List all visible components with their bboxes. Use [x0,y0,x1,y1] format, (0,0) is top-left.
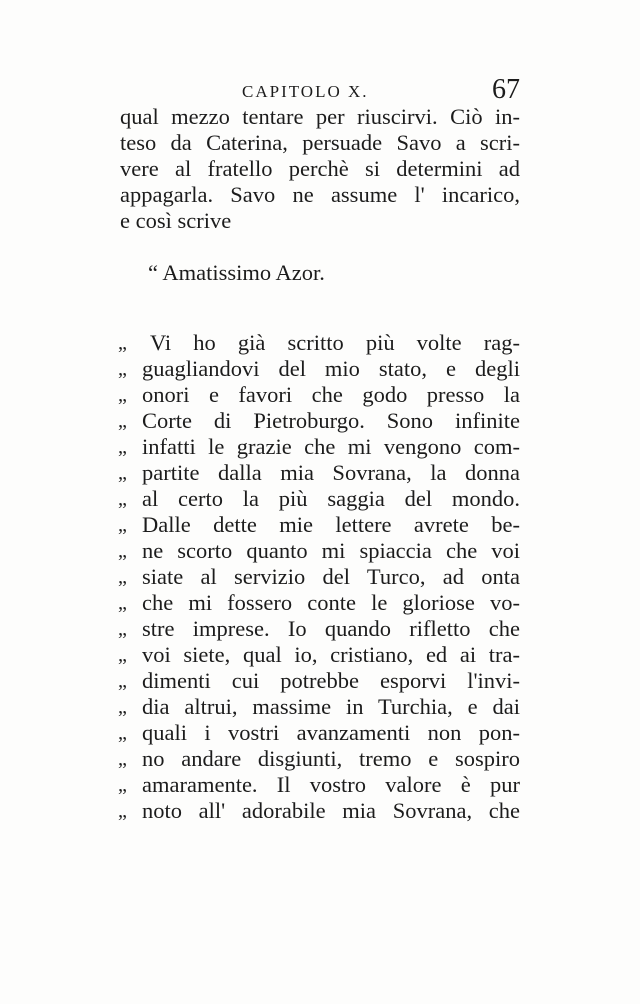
quote-mark: „ [118,748,127,770]
letter-line-text: ne scorto quanto mi spiaccia che voi [142,538,520,563]
letter-line [120,616,520,642]
letter-line [120,460,520,486]
quote-mark: „ [118,436,127,458]
letter-line-text: noto all' adorabile mia Sovrana, che [142,798,520,823]
letter-line-text: Vi ho già scritto più volte rag- [150,330,520,355]
quote-mark: „ [118,722,127,744]
letter-line-text: infatti le grazie che mi vengono com- [142,434,520,459]
quote-mark: „ [118,410,127,432]
quote-mark: „ [118,358,127,380]
letter-line-text: Corte di Pietroburgo. Sono infinite [142,408,520,433]
quote-mark: „ [118,670,127,692]
quote-mark: „ [118,800,127,822]
letter-line [120,798,520,824]
letter-line [120,694,520,720]
letter-line-text: Dalle dette mie lettere avrete be- [142,512,520,537]
quote-mark: „ [118,462,127,484]
paragraph-line: appagarla. Savo ne assume l' incarico, [120,182,520,207]
text-block [120,104,520,824]
spacer [120,234,520,256]
letter-line-text: stre imprese. Io quando rifletto che [142,616,520,641]
letter-line-text: siate al servizio del Turco, ad onta [142,564,520,589]
running-head [120,74,520,108]
letter-salutation: “ Amatissimo Azor. [148,260,325,285]
letter-line-text: al certo la più saggia del mondo. [142,486,520,511]
letter-line [120,746,520,772]
quote-mark: „ [118,644,127,666]
chapter-heading: CAPITOLO X. [242,82,369,101]
letter-line [120,772,520,798]
letter-line [120,330,520,356]
letter-line [120,590,520,616]
letter-line [120,356,520,382]
letter-line-text: che mi fossero conte le gloriose vo- [142,590,520,615]
letter-line-text: quali i vostri avanzamenti non pon- [142,720,520,745]
quote-mark: „ [118,384,127,406]
letter-line [120,642,520,668]
quote-mark: „ [118,566,127,588]
letter-line [120,434,520,460]
paragraph-line: e così scrive [120,208,232,233]
paragraph-line: teso da Caterina, persuade Savo a scri- [120,130,520,155]
quote-mark: „ [118,540,127,562]
letter-line-text: amaramente. Il vostro valore è pur [142,772,520,797]
quote-mark: „ [118,488,127,510]
letter-line [120,538,520,564]
letter-line-text: dimenti cui potrebbe esporvi l'invi- [142,668,520,693]
quote-mark: „ [118,618,127,640]
paragraph-line: qual mezzo tentare per riuscirvi. Ciò in- [120,104,520,129]
paragraph-line: vere al fratello perchè si determini ad [120,156,520,181]
quote-mark: „ [118,332,127,354]
quote-mark: „ [118,696,127,718]
quote-mark: „ [118,774,127,796]
letter-line [120,512,520,538]
spacer [120,290,520,330]
letter-line [120,668,520,694]
letter-line [120,382,520,408]
page-number: 67 [492,74,520,105]
letter-line-text: partite dalla mia Sovrana, la donna [142,460,520,485]
letter-line-text: guagliandovi del mio stato, e degli [142,356,520,381]
letter-line-text: no andare disgiunti, tremo e sospiro [142,746,520,771]
letter-line [120,564,520,590]
letter-line [120,720,520,746]
letter-line [120,408,520,434]
letter-line-text: dia altrui, massime in Turchia, e dai [142,694,520,719]
letter-line-text: voi siete, qual io, cristiano, ed ai tra- [142,642,520,667]
letter-line [120,486,520,512]
quote-mark: „ [118,514,127,536]
letter-line-text: onori e favori che godo presso la [142,382,520,407]
quote-mark: „ [118,592,127,614]
